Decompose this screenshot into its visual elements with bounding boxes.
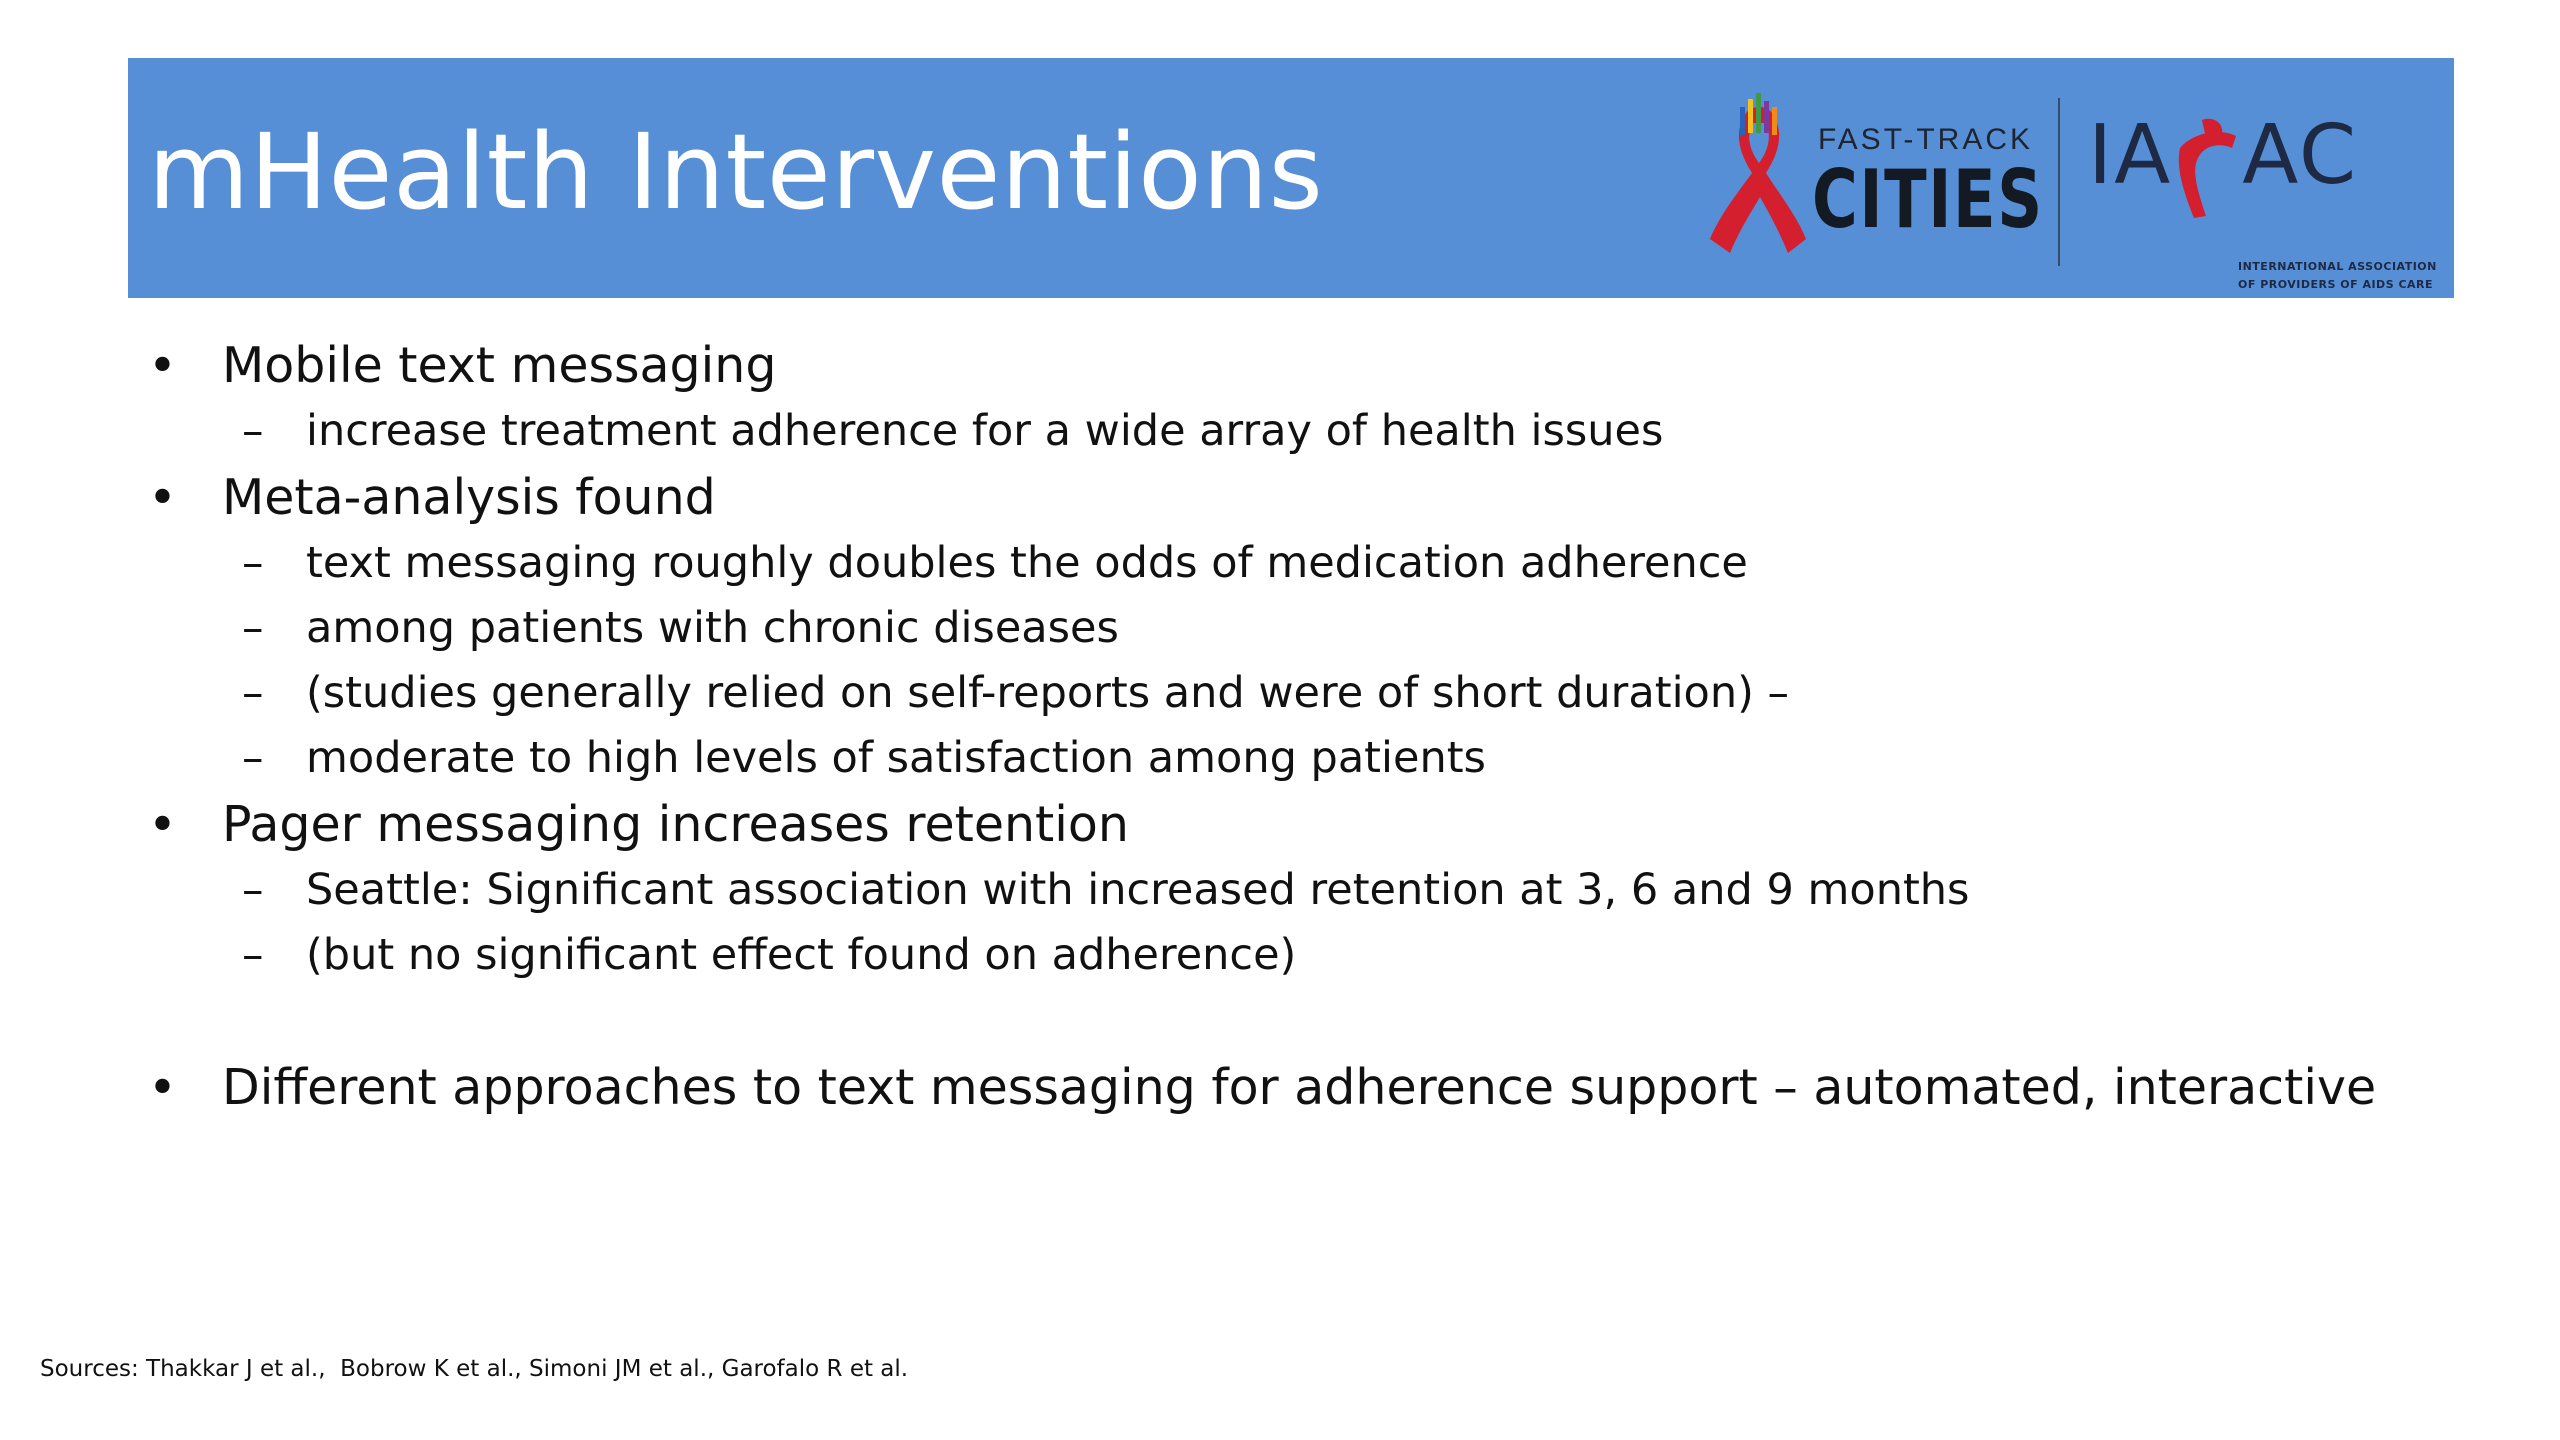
bullet-marker: •	[148, 1059, 177, 1116]
sub-bullet-text: (but no significant effect found on adherence)	[306, 930, 1297, 980]
bullet-item	[140, 1054, 2440, 1121]
bullet-marker: •	[148, 469, 177, 526]
dash-marker: –	[242, 865, 264, 915]
fast-track-label: FAST-TRACK	[1818, 123, 2034, 156]
slide-title: mHealth Interventions	[148, 111, 1324, 233]
sub-bullet-item	[140, 923, 2440, 988]
logo-divider	[2058, 98, 2060, 266]
spacer	[140, 988, 2440, 1054]
sub-bullet-text: among patients with chronic diseases	[306, 603, 1119, 653]
dash-marker: –	[242, 603, 264, 653]
bullet-list	[140, 332, 2440, 1121]
iapac-subtitle-line2: OF PROVIDERS OF AIDS CARE	[2238, 278, 2434, 291]
sub-bullet-item	[140, 531, 2440, 596]
title-banner	[128, 58, 2454, 298]
bullet-marker: •	[148, 337, 177, 394]
iapac-left-letters: IA	[2088, 108, 2173, 203]
dash-marker: –	[242, 668, 264, 718]
red-ribbon-icon	[1708, 93, 1808, 263]
sub-bullet-text: Seattle: Significant association with increased retention at 3, 6 and 9 months	[306, 865, 1970, 915]
sub-bullet-text: text messaging roughly doubles the odds of medication adherence	[306, 538, 1748, 588]
bullet-text: Mobile text messaging	[222, 337, 777, 394]
bullet-marker: •	[148, 796, 177, 853]
bullet-text: Meta-analysis found	[222, 469, 716, 526]
dash-marker: –	[242, 930, 264, 980]
sub-bullet-text: increase treatment adherence for a wide array of health issues	[306, 406, 1664, 456]
bullet-text: Pager messaging increases retention	[222, 796, 1129, 853]
sub-bullet-item	[140, 596, 2440, 661]
sub-bullet-item	[140, 726, 2440, 791]
fast-track-cities-logo	[1708, 93, 2128, 278]
sub-bullet-text: (studies generally relied on self-reports and were of short duration) –	[306, 668, 1790, 718]
dash-marker: –	[242, 406, 264, 456]
iapac-wordmark	[2088, 108, 2358, 218]
iapac-right-letters: AC	[2242, 108, 2359, 203]
bullet-text: Different approaches to text messaging for adherence support – automated, interactive	[222, 1059, 2377, 1116]
iapac-subtitle-line1: INTERNATIONAL ASSOCIATION	[2238, 260, 2437, 273]
dash-marker: –	[242, 733, 264, 783]
bullet-item	[140, 791, 2440, 858]
sub-bullet-item	[140, 399, 2440, 464]
sub-bullet-text: moderate to high levels of satisfaction among patients	[306, 733, 1486, 783]
sub-bullet-item	[140, 661, 2440, 726]
sub-bullet-item	[140, 858, 2440, 923]
red-ribbon-icon	[2172, 118, 2242, 218]
bullet-item	[140, 464, 2440, 531]
bullet-item	[140, 332, 2440, 399]
sources-footnote: Sources: Thakkar J et al., Bobrow K et al., Simoni JM et al., Garofalo R et al.	[40, 1356, 909, 1382]
cities-label: CITIES	[1812, 153, 2044, 246]
iapac-logo	[2088, 108, 2454, 291]
dash-marker: –	[242, 538, 264, 588]
